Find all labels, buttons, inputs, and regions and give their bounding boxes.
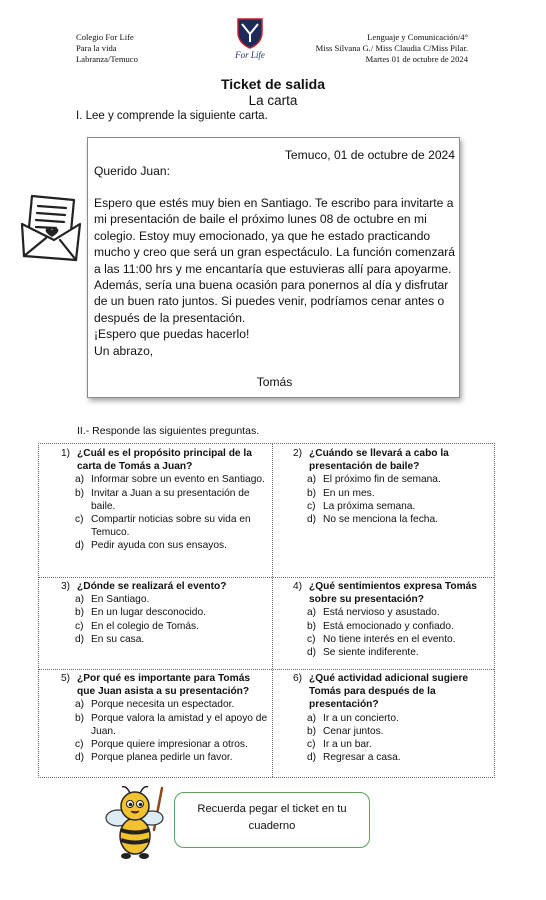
answer-option[interactable]: b) En un lugar desconocido. [75, 607, 206, 619]
question-4 [293, 580, 493, 659]
school-info [76, 32, 138, 65]
letter-paragraph: Además, sería una buena ocasión para ponernos al día y disfrutar de un buen rato juntos. Si puedes venir, podríamos cenar antes o después de la presentación. [94, 278, 449, 325]
letter-body [94, 195, 455, 359]
answer-option[interactable]: d) Se siente indiferente. [307, 647, 419, 659]
question-number: 2) [293, 448, 303, 459]
answer-option[interactable]: d) Pedir ayuda con sus ensayos. [75, 540, 227, 552]
question-1 [61, 447, 269, 553]
question-text: ¿Qué actividad adicional sugiere Tomás para después de la presentación? [309, 673, 469, 711]
letter-paragraph: ¡Espero que puedas hacerlo! [94, 327, 250, 342]
question-text: ¿Cuándo se llevará a cabo la presentación de baile? [309, 448, 449, 473]
school-logo [225, 16, 275, 62]
school-motto: Para la vida [76, 43, 117, 53]
grid-divider [39, 669, 494, 670]
letter-signature: Tomás [256, 375, 293, 389]
question-2 [293, 447, 493, 526]
question-number: 6) [293, 673, 303, 684]
answer-option[interactable]: d) Porque planea pedirle un favor. [75, 752, 233, 764]
letter-date: Temuco, 01 de octubre de 2024 [284, 148, 455, 162]
bee-icon [102, 784, 172, 860]
course-date: Martes 01 de octubre de 2024 [365, 54, 468, 64]
answer-option[interactable]: a) Ir a un concierto. [307, 712, 399, 724]
answer-option[interactable]: b) Porque valora la amistad y el apoyo de Juan. [75, 712, 268, 737]
question-text: ¿Cuál es el propósito principal de la carta de Tomás a Juan? [77, 448, 252, 473]
letter-greeting: Querido Juan: [94, 164, 170, 178]
school-location: Labranza/Temuco [76, 54, 138, 64]
course-teachers: Miss Silvana G./ Miss Claudia C/Miss Pilar. [315, 43, 468, 53]
question-6 [293, 672, 493, 764]
answer-option[interactable]: c) No tiene interés en el evento. [307, 633, 456, 645]
question-5 [61, 672, 269, 764]
question-number: 3) [61, 581, 71, 592]
answer-option[interactable]: a) El próximo fin de semana. [307, 474, 441, 486]
question-text: ¿Por qué es importante para Tomás que Juan asista a su presentación? [77, 673, 251, 698]
answer-option[interactable]: b) En un mes. [307, 487, 375, 499]
logo-text: For Life [235, 50, 265, 60]
grid-divider [272, 444, 273, 777]
school-name: Colegio For Life [76, 32, 134, 42]
reminder-box: Recuerda pegar el ticket en tu cuaderno [174, 792, 370, 848]
course-info [316, 32, 468, 65]
answer-option[interactable]: c) Ir a un bar. [307, 739, 372, 751]
answer-option[interactable]: d) En su casa. [75, 633, 145, 645]
answer-option[interactable]: a) Porque necesita un espectador. [75, 699, 235, 711]
answer-option[interactable]: d) Regresar a casa. [307, 752, 401, 764]
envelope-icon [18, 190, 84, 264]
letter-closing: Un abrazo, [94, 343, 154, 358]
page-title: Ticket de salida [220, 76, 325, 92]
answer-option[interactable]: b) Cenar juntos. [307, 725, 384, 737]
answer-option[interactable]: a) En Santiago. [75, 594, 150, 606]
letter-paragraph: Espero que estés muy bien en Santiago. Te escribo para invitarte a mi presentación de baile el próximo lunes 08 de octubre en mi colegio. Estoy muy emocionado, ya que he estado practicando mucho y creo que será un gran espectáculo. La función comenzará a las 11:00 hrs y me encantaría que estuvieras allí para apoyarme. [94, 196, 456, 276]
answer-option[interactable]: b) Invitar a Juan a su presentación de baile. [75, 487, 250, 512]
grid-divider [39, 577, 494, 578]
answer-option[interactable]: c) En el colegio de Tomás. [75, 620, 199, 632]
section-1-instruction: I. Lee y comprende la siguiente carta. [76, 110, 268, 122]
course-subject: Lenguaje y Comunicación/4° [367, 32, 468, 42]
question-text: ¿Dónde se realizará el evento? [77, 581, 227, 592]
questions-grid [38, 443, 495, 778]
question-text: ¿Qué sentimientos expresa Tomás sobre su presentación? [309, 581, 477, 606]
answer-option[interactable]: c) Porque quiere impresionar a otros. [75, 739, 248, 751]
answer-option[interactable]: a) Está nervioso y asustado. [307, 607, 440, 619]
page-subtitle: La carta [248, 93, 298, 108]
answer-option[interactable]: b) Está emocionado y confiado. [307, 620, 454, 632]
letter-box [87, 137, 460, 398]
question-number: 5) [61, 673, 71, 684]
question-number: 4) [293, 581, 303, 592]
answer-option[interactable]: a) Informar sobre un evento en Santiago. [75, 474, 265, 486]
answer-option[interactable]: c) La próxima semana. [307, 500, 416, 512]
question-number: 1) [61, 448, 71, 459]
section-2-instruction: II.- Responde las siguientes preguntas. [77, 425, 260, 437]
question-3 [61, 580, 269, 646]
answer-option[interactable]: c) Compartir noticias sobre su vida en Temuco. [75, 514, 251, 539]
answer-option[interactable]: d) No se menciona la fecha. [307, 514, 438, 526]
